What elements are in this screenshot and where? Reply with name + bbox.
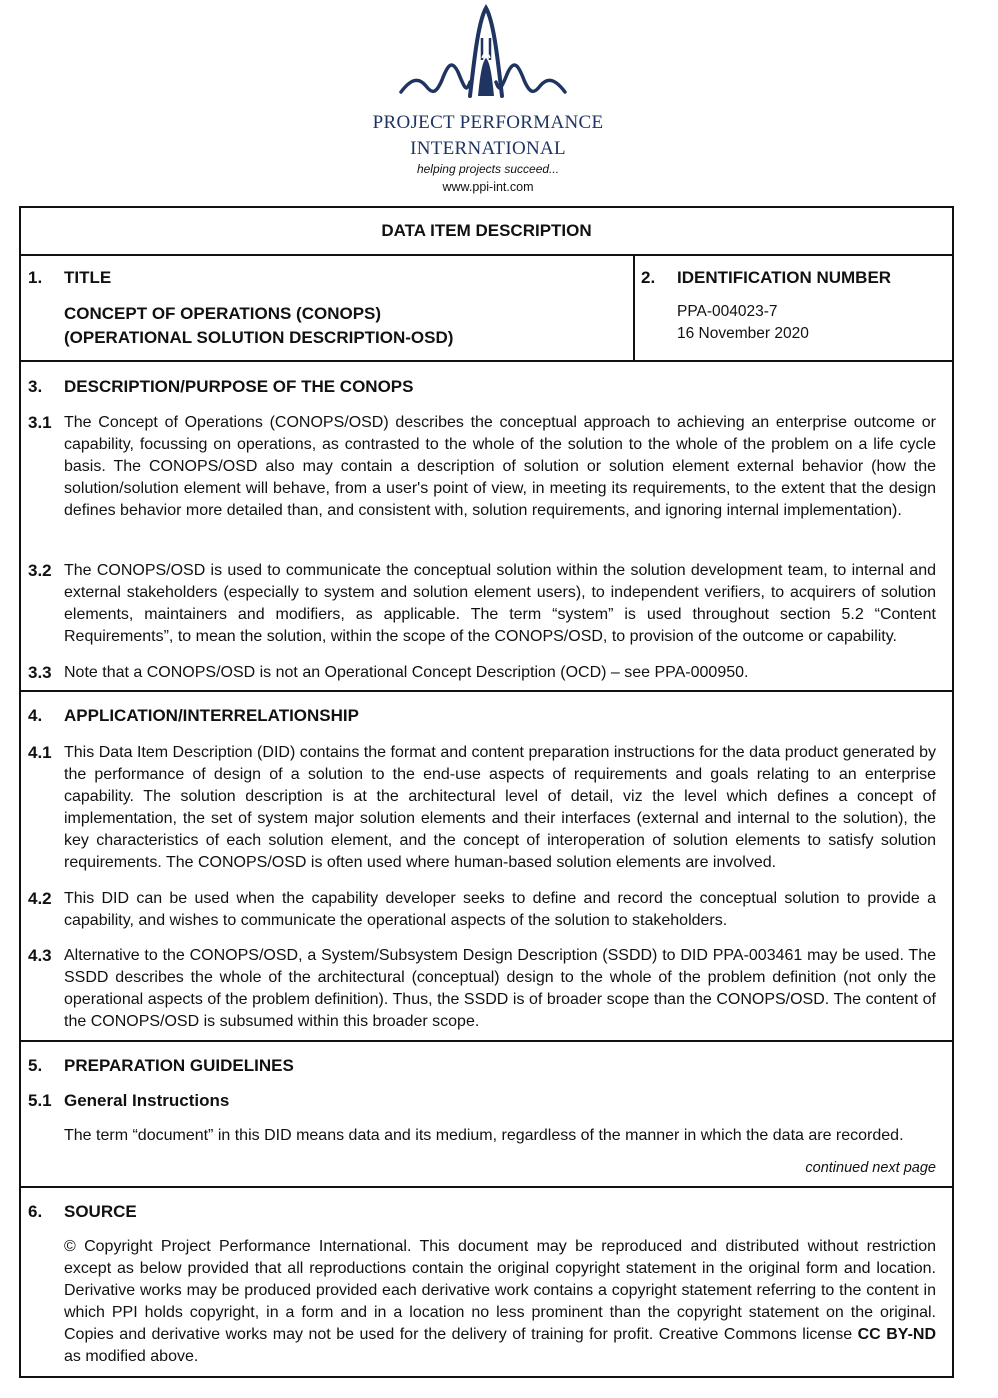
general-instructions-text: The term “document” in this DID means data and its medium, regardless of the manner in which the data are recorded.: [64, 1127, 904, 1144]
subsection-number: 5.1: [28, 1091, 52, 1110]
section-number: 3.: [28, 377, 43, 396]
continued-note: continued next page: [805, 1160, 936, 1176]
paragraph-number: 3.3: [28, 663, 52, 682]
paragraph-number: 4.1: [28, 743, 52, 762]
paragraph-number: 4.2: [28, 889, 52, 908]
data-item-description-form: [19, 206, 954, 1378]
paragraph-number: 3.2: [28, 561, 52, 580]
form-heading: DATA ITEM DESCRIPTION: [381, 221, 592, 240]
document-title-line1: CONCEPT OF OPERATIONS (CONOPS): [64, 304, 382, 323]
website-url: www.ppi-int.com: [442, 180, 534, 194]
paragraph-4-2: This DID can be used when the capability developer seeks to define and record the conceptual solution to provide a capability, and wishes to communicate the operational aspects of the solution to stakeholders.: [64, 890, 936, 929]
title-label: TITLE: [64, 268, 112, 287]
paragraph-number: 4.3: [28, 946, 52, 965]
subsection-title: General Instructions: [64, 1091, 230, 1110]
column-divider: [633, 256, 635, 360]
section-title: APPLICATION/INTERRELATIONSHIP: [64, 706, 359, 725]
form-heading-row: [21, 208, 952, 256]
document-title: [64, 302, 453, 350]
copyright-statement: [64, 1236, 936, 1368]
copyright-tail: as modified above.: [64, 1348, 199, 1365]
document-id: PPA-004023-7: [677, 303, 778, 320]
document-date: 16 November 2020: [677, 325, 809, 342]
company-name-line2: INTERNATIONAL: [410, 138, 566, 159]
letterhead: [0, 0, 998, 205]
paragraph-4-3: Alternative to the CONOPS/OSD, a System/Subsystem Design Description (SSDD) to DID PPA-003461 may be used. The SSDD describes the whole of the architectural (conceptual) design to the whole of the problem definition (not only the operational aspects of the problem definition). Thus, the SSDD is of broader scope than the CONOPS/OSD. The content of the CONOPS/OSD is subsumed within this broader scope.: [64, 947, 936, 1030]
section-application-interrelationship: [21, 692, 952, 1042]
title-id-row: [21, 256, 952, 362]
license-name: CC BY-ND: [857, 1326, 937, 1343]
field-number: 2.: [641, 268, 656, 287]
section-number: 5.: [28, 1056, 43, 1075]
company-name-line1: PROJECT PERFORMANCE: [372, 112, 604, 133]
section-source: [21, 1188, 952, 1376]
section-preparation-guidelines: [21, 1042, 952, 1188]
section-number: 4.: [28, 706, 43, 725]
section-title: PREPARATION GUIDELINES: [64, 1056, 294, 1075]
paragraph-4-1: This Data Item Description (DID) contains the format and content preparation instructions for the data product generated by the performance of design of a solution to the end-use aspects of requirements and goals relating to an enterprise capability. The solution description is at the architectural level of detail, viz the level which defines a concept of implementation, the set of system major solution elements and their interfaces (external and internal to the solution), the key characteristics of each solution element, and the concept of interoperation of solution elements to satisfy solution requirements. The CONOPS/OSD is often used where human-based solution elements are involved.: [64, 744, 936, 871]
identification-value: [677, 301, 809, 345]
section-title: SOURCE: [64, 1202, 137, 1221]
section-title: DESCRIPTION/PURPOSE OF THE CONOPS: [64, 377, 414, 396]
section-description-purpose: [21, 362, 952, 692]
paragraph-3-1: The Concept of Operations (CONOPS/OSD) describes the conceptual approach to achieving an enterprise outcome or capability, focussing on operations, as contrasted to the whole of the solution to the whole of the problem on a life cycle basis. The CONOPS/OSD also may contain a description of solution or solution element external behavior (how the solution/solution element will behave, from a user's point of view, in meeting its requirements, to the extent that the design defines behavior more detailed than, and consistent with, solution requirements, and ignoring internal implementation).: [64, 414, 936, 519]
section-number: 6.: [28, 1202, 43, 1221]
paragraph-number: 3.1: [28, 413, 52, 432]
field-number: 1.: [28, 268, 43, 287]
document-title-line2: (OPERATIONAL SOLUTION DESCRIPTION-OSD): [64, 328, 454, 347]
ppi-wave-logo-icon: [398, 2, 568, 100]
tagline: helping projects succeed...: [416, 162, 560, 176]
paragraph-3-3: Note that a CONOPS/OSD is not an Operational Concept Description (OCD) – see PPA-000950.: [64, 664, 749, 681]
paragraph-3-2: The CONOPS/OSD is used to communicate the conceptual solution within the solution development team, to internal and external stakeholders (especially to system and solution element users), to independent verifiers, to acquirers of solution elements, maintainers and modifiers, as applicable. The term “system” is used throughout section 5.2 “Content Requirements”, to mean the solution, within the scope of the CONOPS/OSD, to provision of the outcome or capability.: [64, 562, 936, 645]
identification-number-label: IDENTIFICATION NUMBER: [677, 268, 892, 287]
copyright-text: © Copyright Project Performance International. This document may be reproduced and distributed without restriction except as below provided that all reproductions contain the original copyright statement in the original form and location. Derivative works may be produced provided each derivative work contains a copyright statement referring to the content in which PPI holds copyright, in a form and in a location no less prominent than the copyright statement on the original. Copies and derivative works may not be used for the delivery of training for profit. Creative Commons license: [64, 1238, 936, 1343]
